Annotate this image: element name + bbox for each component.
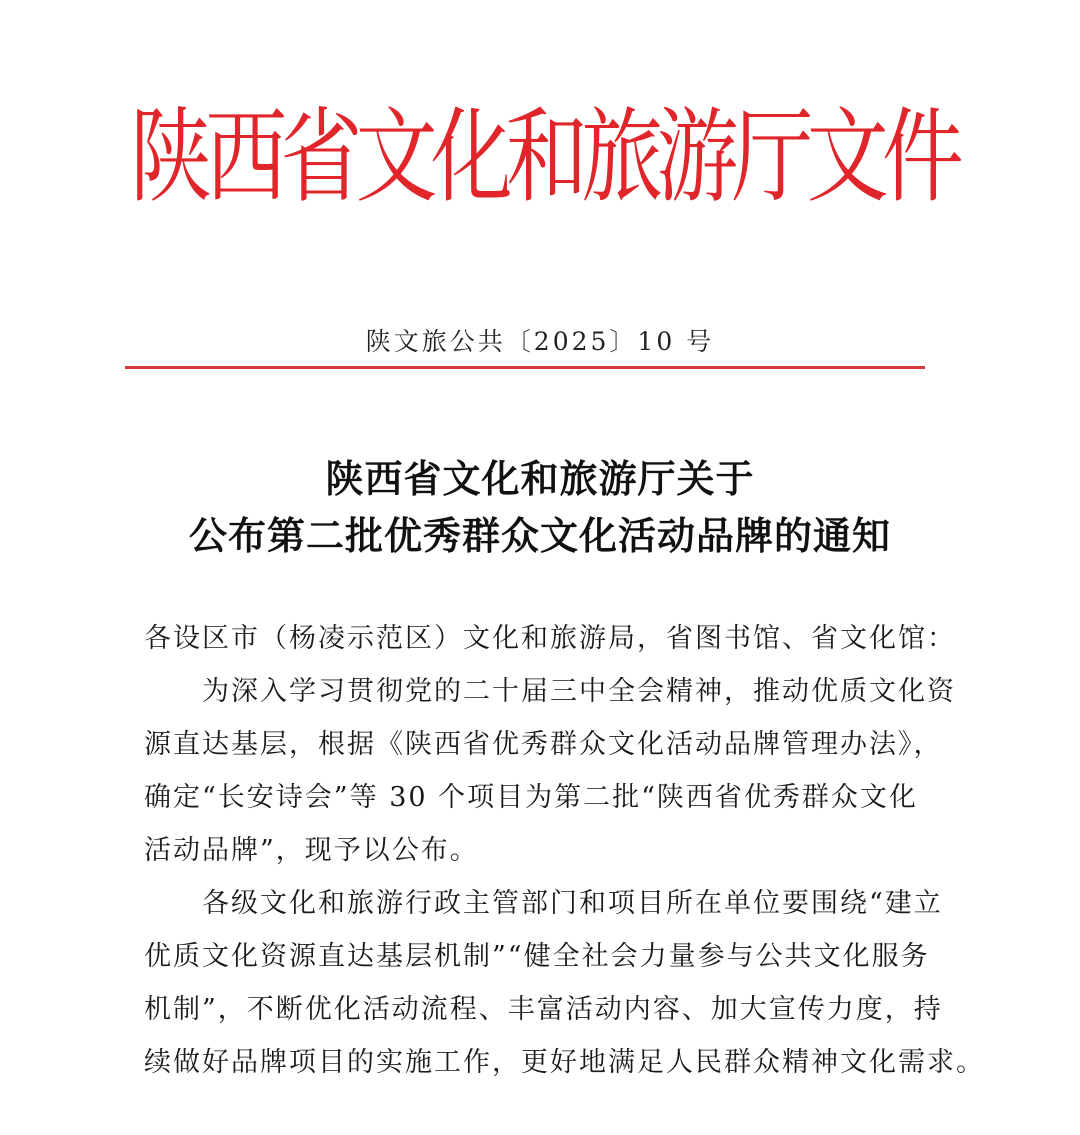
paragraph-2-line: 机制”，不断优化活动流程、丰富活动内容、加大宣传力度，持 (144, 994, 943, 1025)
document-title-line-2: 公布第二批优秀群众文化活动品牌的通知 (188, 513, 891, 558)
letterhead-char: 西 (205, 98, 288, 217)
letterhead-char: 化 (430, 98, 513, 217)
paragraph-2-line: 续做好品牌项目的实施工作，更好地满足人民群众精神文化需求。 (144, 1047, 985, 1078)
letterhead-char: 件 (881, 98, 964, 217)
document-body (144, 612, 985, 1089)
letterhead-char: 旅 (581, 98, 664, 217)
letterhead-char: 文 (806, 98, 889, 217)
letterhead-char: 厅 (731, 98, 814, 217)
paragraph-1-line: 为深入学习贯彻党的二十届三中全会精神，推动优质文化资 (202, 676, 956, 707)
letterhead-title (130, 71, 964, 246)
letterhead-char: 文 (355, 98, 438, 217)
document-number: 陕文旅公共〔2025〕10 号 (365, 327, 715, 356)
letterhead-char: 和 (505, 98, 588, 217)
paragraph-2-line: 各级文化和旅游行政主管部门和项目所在单位要围绕“建立 (202, 888, 943, 919)
paragraph-1-line: 活动品牌”，现予以公布。 (144, 835, 479, 866)
paragraph-1 (144, 665, 956, 877)
red-divider-line (125, 366, 925, 369)
paragraph-1-line: 源直达基层，根据《陕西省优秀群众文化活动品牌管理办法》， (144, 729, 943, 760)
paragraph-1-line: 确定“长安诗会”等 30 个项目为第二批“陕西省优秀群众文化 (144, 782, 918, 813)
paragraph-2 (144, 877, 985, 1089)
letterhead-char: 省 (280, 98, 363, 217)
document-title-line-1: 陕西省文化和旅游厅关于 (325, 456, 755, 501)
salutation-text: 各设区市（杨凌示范区）文化和旅游局，省图书馆、省文化馆： (144, 623, 956, 654)
salutation (144, 612, 956, 665)
letterhead-char: 陕 (130, 98, 213, 217)
letterhead-char: 游 (656, 98, 739, 217)
paragraph-2-line: 优质文化资源直达基层机制”“健全社会力量参与公共文化服务 (144, 941, 930, 972)
